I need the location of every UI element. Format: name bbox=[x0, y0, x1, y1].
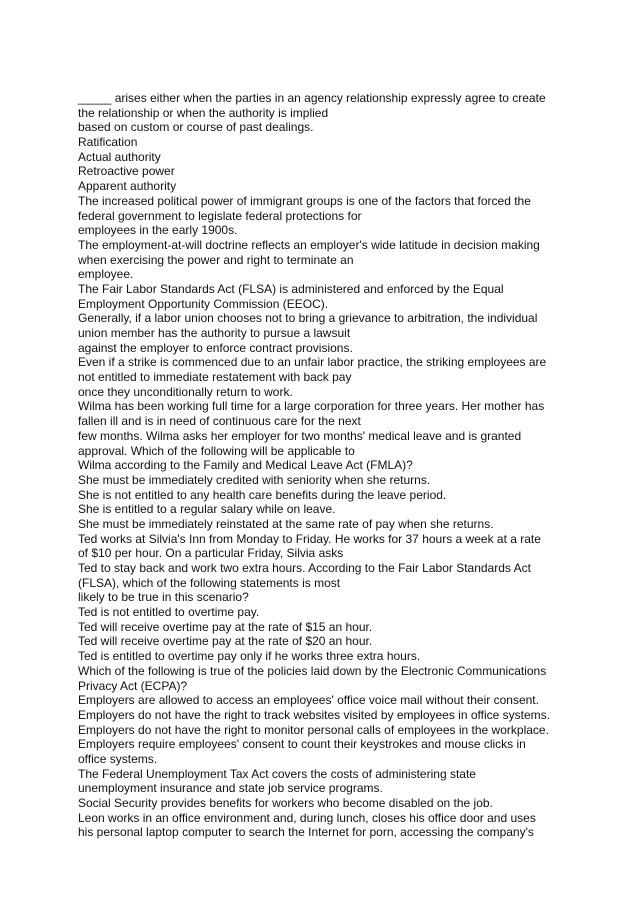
text-line: She is entitled to a regular salary while on leave. bbox=[78, 502, 336, 517]
text-line: approval. Which of the following will be applicable to bbox=[78, 443, 355, 458]
text-line: She must be immediately credited with seniority when she returns. bbox=[78, 472, 431, 487]
text-line: employees in the early 1900s. bbox=[78, 223, 238, 238]
text-line: Generally, if a labor union chooses not to bring a grievance to arbitration, the individual bbox=[78, 311, 538, 326]
text-line: Actual authority bbox=[78, 149, 161, 164]
text-line: Employers do not have the right to track websites visited by employees in office systems. bbox=[78, 707, 550, 722]
text-line: The increased political power of immigrant groups is one of the factors that forced the bbox=[78, 193, 531, 208]
text-line: The Federal Unemployment Tax Act covers the costs of administering state bbox=[78, 766, 476, 781]
text-line: office systems. bbox=[78, 751, 158, 766]
text-line: Privacy Act (ECPA)? bbox=[78, 678, 188, 693]
text-line: fallen ill and is in need of continuous care for the next bbox=[78, 414, 361, 429]
text-line: Social Security provides benefits for workers who become disabled on the job. bbox=[78, 796, 493, 810]
text-line: Ratification bbox=[78, 135, 138, 150]
text-line: few months. Wilma asks her employer for two months' medical leave and is granted bbox=[78, 428, 522, 443]
text-line: Ted to stay back and work two extra hours. According to the Fair Labor Standards Act bbox=[78, 561, 531, 575]
text-line: Wilma according to the Family and Medical Leave Act (FMLA)? bbox=[78, 458, 413, 473]
text-line: The employment-at-will doctrine reflects an employer's wide latitude in decision making bbox=[78, 237, 540, 252]
text-line: not entitled to immediate restatement with back pay bbox=[78, 370, 352, 385]
text-line: Ted is not entitled to overtime pay. bbox=[78, 605, 260, 620]
text-line: Which of the following is true of the policies laid down by the Electronic Communications bbox=[78, 663, 547, 678]
text-line: _____ arises either when the parties in an agency relationship expressly agree to create bbox=[78, 91, 546, 105]
text-line: unemployment insurance and state job service programs. bbox=[78, 781, 383, 796]
text-line: Employers do not have the right to monitor personal calls of employees in the workplace. bbox=[78, 722, 549, 737]
text-line: union member has the authority to pursue a lawsuit bbox=[78, 326, 351, 340]
text-line: She must be immediately reinstated at the same rate of pay when she returns. bbox=[78, 516, 494, 531]
text-line: once they unconditionally return to work. bbox=[78, 384, 293, 399]
text-line: The Fair Labor Standards Act (FLSA) is administered and enforced by the Equal bbox=[78, 281, 504, 296]
text-line: (FLSA), which of the following statements is most bbox=[78, 575, 341, 590]
text-line: of $10 per hour. On a particular Friday, Silvia asks bbox=[78, 546, 344, 561]
text-line: Ted will receive overtime pay at the rate of $15 an hour. bbox=[78, 619, 373, 634]
text-line: against the employer to enforce contract provisions. bbox=[78, 340, 353, 355]
text-line: Wilma has been working full time for a large corporation for three years. Her mother has bbox=[78, 399, 545, 414]
document-body bbox=[78, 91, 578, 840]
text-line: based on custom or course of past dealings. bbox=[78, 120, 314, 135]
text-line: employee. bbox=[78, 267, 134, 282]
text-line: Employment Opportunity Commission (EEOC). bbox=[78, 296, 329, 311]
text-line: Even if a strike is commenced due to an unfair labor practice, the striking employees are bbox=[78, 355, 547, 370]
text-line: federal government to legislate federal protections for bbox=[78, 208, 362, 223]
text-line: Retroactive power bbox=[78, 164, 175, 179]
text-line: Leon works in an office environment and, during lunch, closes his office door and uses bbox=[78, 810, 536, 825]
text-line: Employers are allowed to access an employees' office voice mail without their consent. bbox=[78, 693, 539, 708]
text-line: Ted works at Silvia's Inn from Monday to Friday. He works for 37 hours a week at a rate bbox=[78, 531, 541, 546]
text-line: Apparent authority bbox=[78, 179, 177, 194]
text-line: when exercising the power and right to terminate an bbox=[78, 252, 354, 267]
text-line: Ted will receive overtime pay at the rate of $20 an hour. bbox=[78, 634, 373, 649]
text-line: his personal laptop computer to search the Internet for porn, accessing the company's bbox=[78, 825, 534, 840]
text-line: She is not entitled to any health care benefits during the leave period. bbox=[78, 487, 447, 502]
text-line: Ted is entitled to overtime pay only if he works three extra hours. bbox=[78, 649, 421, 664]
text-line: Employers require employees' consent to count their keystrokes and mouse clicks in bbox=[78, 737, 526, 752]
text-line: the relationship or when the authority is implied bbox=[78, 105, 329, 120]
text-line: likely to be true in this scenario? bbox=[78, 590, 249, 605]
